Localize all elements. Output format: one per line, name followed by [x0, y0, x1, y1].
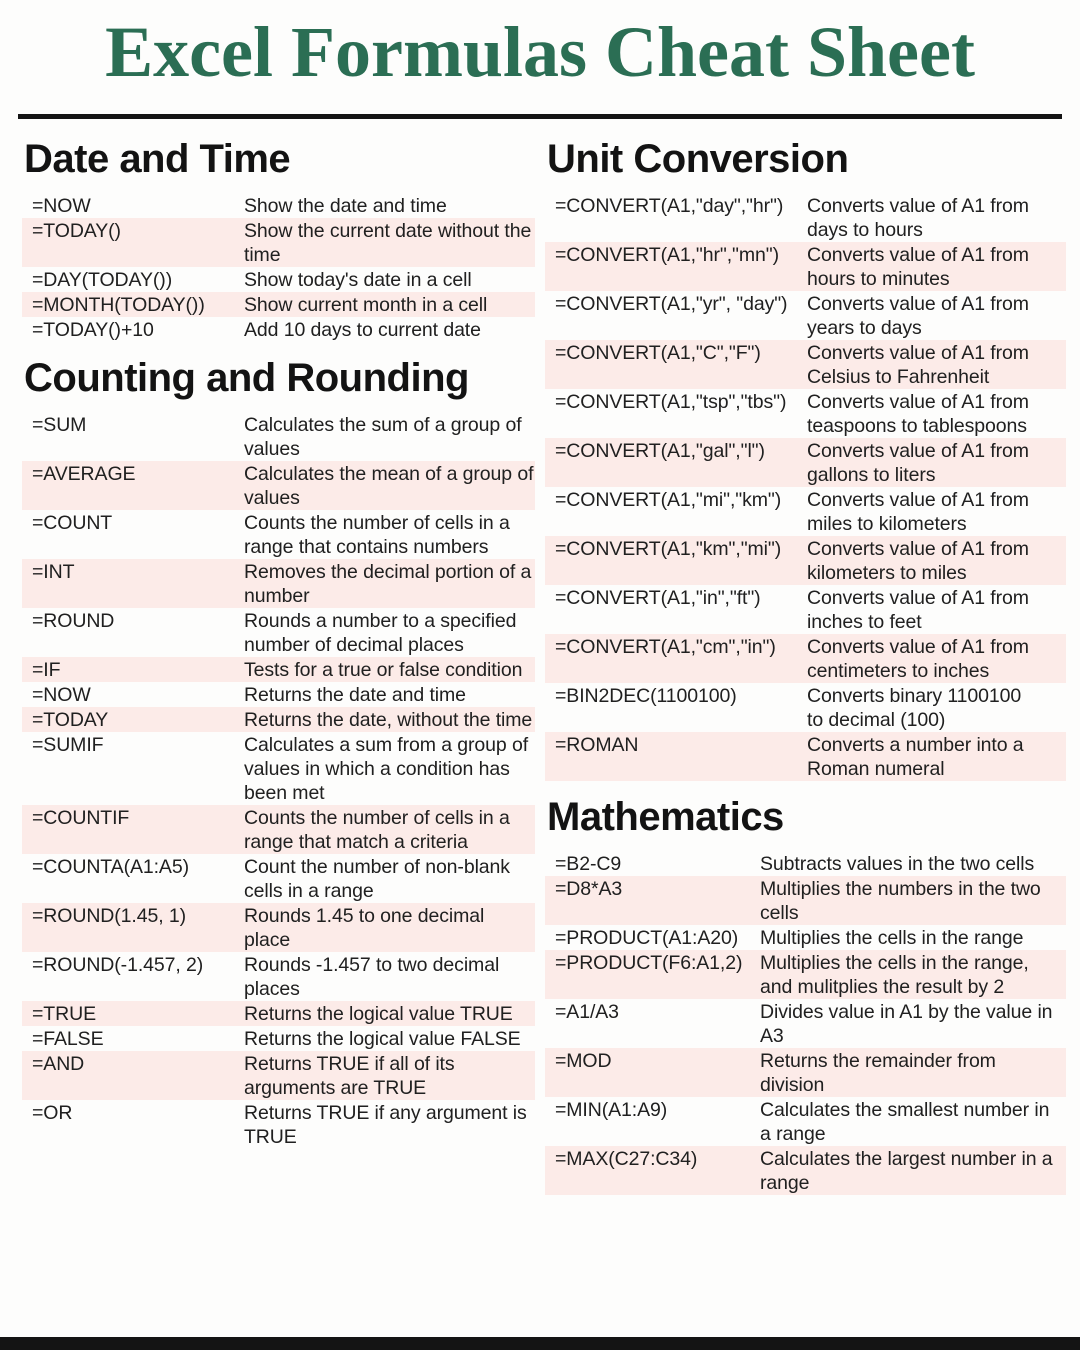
formula-cell: =ROUND	[32, 609, 115, 632]
table-row	[22, 682, 535, 707]
section-counting-and-rounding	[22, 355, 535, 1149]
table-row	[545, 634, 1066, 683]
table-row	[545, 242, 1066, 291]
section-heading: Date and Time	[24, 136, 291, 181]
description-cell: Returns the logical value TRUE	[244, 1002, 513, 1025]
table-row	[22, 317, 535, 342]
table-row	[22, 903, 535, 952]
table-row	[545, 683, 1066, 732]
left-column	[22, 136, 535, 1195]
description-cell: Count the number of non-blank cells in a range	[244, 855, 510, 902]
description-cell: Converts value of A1 from years to days	[807, 292, 1029, 339]
table-row	[545, 487, 1066, 536]
formula-cell: =INT	[32, 560, 75, 583]
table-row	[22, 608, 535, 657]
formula-cell: =PRODUCT(A1:A20)	[555, 926, 739, 949]
table-row	[545, 340, 1066, 389]
table-row	[545, 1048, 1066, 1097]
table-row	[22, 461, 535, 510]
formula-cell: =CONVERT(A1,"cm","in")	[555, 635, 776, 658]
table-row	[545, 950, 1066, 999]
section-date-and-time	[22, 136, 535, 342]
description-cell: Rounds -1.457 to two decimal places	[244, 953, 500, 1000]
table-row	[545, 291, 1066, 340]
table-row	[545, 999, 1066, 1048]
formula-cell: =IF	[32, 658, 61, 681]
table-row	[545, 193, 1066, 242]
table-row	[22, 1001, 535, 1026]
description-cell: Show current month in a cell	[244, 293, 488, 316]
formula-cell: =ROMAN	[555, 733, 639, 756]
table-row	[22, 1100, 535, 1149]
description-cell: Show the date and time	[244, 194, 447, 217]
description-cell: Returns the date and time	[244, 683, 466, 706]
table-row	[545, 585, 1066, 634]
table-row	[22, 1026, 535, 1051]
table-row	[545, 732, 1066, 781]
description-cell: Converts value of A1 from days to hours	[807, 194, 1029, 241]
header-divider	[18, 114, 1062, 119]
formula-cell: =NOW	[32, 194, 91, 217]
formula-cell: =CONVERT(A1,"mi","km")	[555, 488, 782, 511]
description-cell: Divides value in A1 by the value in A3	[760, 1000, 1053, 1047]
formula-cell: =TODAY()	[32, 219, 121, 242]
formula-cell: =DAY(TODAY())	[32, 268, 173, 291]
description-cell: Returns the logical value FALSE	[244, 1027, 521, 1050]
right-column	[545, 136, 1066, 1195]
formula-cell: =MONTH(TODAY())	[32, 293, 205, 316]
formula-cell: =MAX(C27:C34)	[555, 1147, 698, 1170]
formula-cell: =ROUND(-1.457, 2)	[32, 953, 204, 976]
formula-cell: =CONVERT(A1,"gal","l")	[555, 439, 765, 462]
section-heading: Mathematics	[547, 794, 784, 839]
table-row	[22, 952, 535, 1001]
table-row	[22, 657, 535, 682]
description-cell: Rounds 1.45 to one decimal place	[244, 904, 485, 951]
table-row	[22, 732, 535, 805]
formula-cell: =SUM	[32, 413, 87, 436]
description-cell: Returns the date, without the time	[244, 708, 533, 731]
table-row	[545, 851, 1066, 876]
description-cell: Multiplies the cells in the range, and mulitplies the result by 2	[760, 951, 1029, 998]
description-cell: Converts value of A1 from kilometers to miles	[807, 537, 1029, 584]
description-cell: Removes the decimal portion of a number	[244, 560, 532, 607]
table-row	[545, 1146, 1066, 1195]
formula-cell: =D8*A3	[555, 877, 623, 900]
section-heading: Unit Conversion	[547, 136, 849, 181]
formula-cell: =TODAY	[32, 708, 109, 731]
formula-cell: =PRODUCT(F6:A1,2)	[555, 951, 743, 974]
description-cell: Converts value of A1 from teaspoons to tablespoons	[807, 390, 1029, 437]
description-cell: Converts binary 1100100 to decimal (100)	[807, 684, 1022, 731]
formula-cell: =AND	[32, 1052, 85, 1075]
formula-table	[22, 412, 535, 1149]
formula-cell: =COUNTA(A1:A5)	[32, 855, 189, 878]
description-cell: Rounds a number to a specified number of decimal places	[244, 609, 517, 656]
description-cell: Multiplies the cells in the range	[760, 926, 1024, 949]
description-cell: Calculates the smallest number in a range	[760, 1098, 1050, 1145]
formula-cell: =COUNT	[32, 511, 113, 534]
table-row	[22, 412, 535, 461]
description-cell: Counts the number of cells in a range that contains numbers	[244, 511, 510, 558]
description-cell: Tests for a true or false condition	[244, 658, 523, 681]
description-cell: Converts a number into a Roman numeral	[807, 733, 1024, 780]
formula-cell: =MOD	[555, 1049, 612, 1072]
table-row	[22, 218, 535, 267]
table-row	[545, 389, 1066, 438]
description-cell: Counts the number of cells in a range that match a criteria	[244, 806, 510, 853]
table-row	[545, 1097, 1066, 1146]
section-heading: Counting and Rounding	[24, 355, 469, 400]
description-cell: Returns the remainder from division	[760, 1049, 996, 1096]
description-cell: Calculates the mean of a group of values	[244, 462, 534, 509]
formula-cell: =CONVERT(A1,"day","hr")	[555, 194, 784, 217]
formula-cell: =ROUND(1.45, 1)	[32, 904, 187, 927]
formula-cell: =A1/A3	[555, 1000, 619, 1023]
content-columns	[0, 131, 1080, 1195]
formula-cell: =CONVERT(A1,"km","mi")	[555, 537, 782, 560]
table-row	[22, 707, 535, 732]
description-cell: Converts value of A1 from miles to kilometers	[807, 488, 1029, 535]
description-cell: Show today's date in a cell	[244, 268, 472, 291]
formula-cell: =TODAY()+10	[32, 318, 154, 341]
description-cell: Subtracts values in the two cells	[760, 852, 1035, 875]
formula-cell: =CONVERT(A1,"tsp","tbs")	[555, 390, 787, 413]
formula-cell: =SUMIF	[32, 733, 104, 756]
formula-cell: =B2-C9	[555, 852, 622, 875]
description-cell: Converts value of A1 from inches to feet	[807, 586, 1029, 633]
formula-cell: =BIN2DEC(1100100)	[555, 684, 737, 707]
table-row	[545, 438, 1066, 487]
formula-cell: =OR	[32, 1101, 73, 1124]
description-cell: Multiplies the numbers in the two cells	[760, 877, 1041, 924]
page-title: Excel Formulas Cheat Sheet	[105, 12, 975, 92]
table-row	[22, 854, 535, 903]
table-row	[22, 510, 535, 559]
table-row	[22, 805, 535, 854]
formula-cell: =MIN(A1:A9)	[555, 1098, 668, 1121]
table-row	[22, 193, 535, 218]
description-cell: Show the current date without the time	[244, 219, 532, 266]
description-cell: Converts value of A1 from centimeters to inches	[807, 635, 1029, 682]
table-row	[545, 876, 1066, 925]
description-cell: Calculates a sum from a group of values in which a condition has been met	[244, 733, 529, 804]
formula-cell: =COUNTIF	[32, 806, 130, 829]
formula-table	[22, 193, 535, 342]
section-unit-conversion	[545, 136, 1066, 781]
formula-cell: =CONVERT(A1,"C","F")	[555, 341, 761, 364]
formula-cell: =FALSE	[32, 1027, 104, 1050]
formula-table	[545, 851, 1066, 1195]
description-cell: Converts value of A1 from Celsius to Fahrenheit	[807, 341, 1029, 388]
formula-cell: =TRUE	[32, 1002, 96, 1025]
formula-cell: =NOW	[32, 683, 91, 706]
footer-divider	[0, 1337, 1080, 1350]
formula-cell: =CONVERT(A1,"in","ft")	[555, 586, 761, 609]
table-row	[22, 559, 535, 608]
description-cell: Converts value of A1 from gallons to liters	[807, 439, 1029, 486]
table-row	[22, 1051, 535, 1100]
section-mathematics	[545, 794, 1066, 1195]
formula-table	[545, 193, 1066, 781]
formula-cell: =AVERAGE	[32, 462, 136, 485]
description-cell: Returns TRUE if all of its arguments are TRUE	[244, 1052, 455, 1099]
table-row	[545, 925, 1066, 950]
description-cell: Converts value of A1 from hours to minutes	[807, 243, 1029, 290]
table-row	[22, 292, 535, 317]
table-row	[545, 536, 1066, 585]
description-cell: Calculates the largest number in a range	[760, 1147, 1053, 1194]
description-cell: Add 10 days to current date	[244, 318, 481, 341]
description-cell: Calculates the sum of a group of values	[244, 413, 522, 460]
description-cell: Returns TRUE if any argument is TRUE	[244, 1101, 527, 1148]
table-row	[22, 267, 535, 292]
formula-cell: =CONVERT(A1,"hr","mn")	[555, 243, 779, 266]
formula-cell: =CONVERT(A1,"yr", "day")	[555, 292, 788, 315]
